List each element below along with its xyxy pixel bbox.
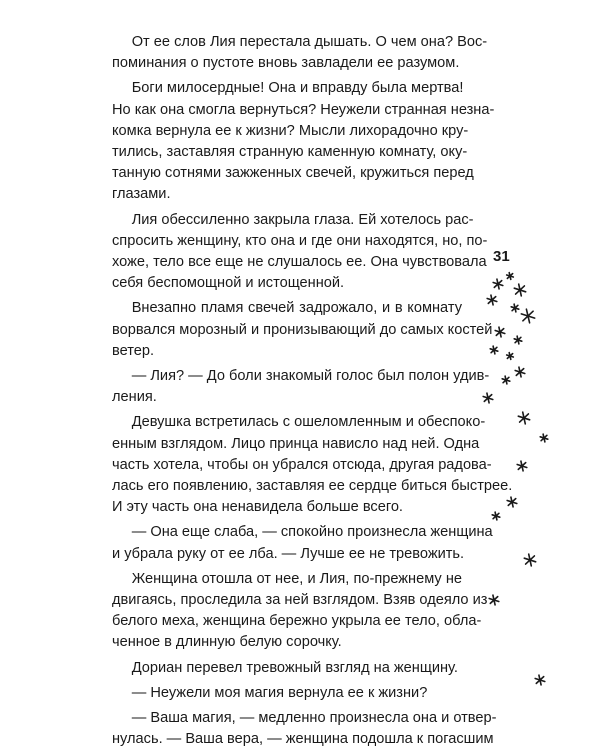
text-line: — Ваша магия, — медленно произнесла она и отвер- <box>131 710 497 727</box>
star-icon <box>490 346 498 354</box>
star-icon <box>507 353 514 360</box>
text-line: И эту часть она ненавидела больше всего. <box>112 499 403 516</box>
star-icon <box>507 273 514 280</box>
star-icon <box>515 367 525 377</box>
star-icon <box>492 512 500 520</box>
text-line: танную сотнями зажженных свечей, кружиться перед <box>112 165 474 182</box>
text-line: белого меха, женщина бережно укрыла ее тело, обла- <box>112 613 482 630</box>
star-icon <box>517 461 527 471</box>
text-line: — Она еще слаба, — спокойно произнесла женщина <box>131 524 493 541</box>
paragraph <box>112 32 488 74</box>
text-line: Девушка встретилась с ошеломленным и обеспоко- <box>131 414 486 431</box>
text-line: От ее слов Лия перестала дышать. О чем она? Вос- <box>131 34 488 50</box>
star-icon <box>495 327 505 337</box>
star-icon <box>502 376 510 384</box>
text-line: лась его появлению, заставляя ее сердце биться быстрее. <box>112 478 513 495</box>
paragraph <box>112 708 497 750</box>
star-icon <box>511 304 519 312</box>
text-line: часть хотела, чтобы он убрался отсюда, другая радова- <box>112 456 492 473</box>
paragraph <box>112 298 493 362</box>
paragraph <box>112 210 488 295</box>
star-icon <box>493 279 503 289</box>
text-line: — Неужели моя магия вернула ее к жизни? <box>131 684 428 701</box>
text-line: Женщина отошла от нее, и Лия, по-прежнему не <box>131 570 462 587</box>
text-line: Дориан перевел тревожный взгляд на женщину. <box>131 659 458 676</box>
star-icon <box>514 336 522 344</box>
paragraph <box>112 412 513 518</box>
text-line: комка вернула ее к жизни? Мысли лихорадочно кру- <box>112 122 469 139</box>
paragraph <box>112 683 462 704</box>
text-line: поминания о пустоте вновь завладели ее разумом. <box>112 55 460 72</box>
star-icon <box>518 412 529 424</box>
text-line: себя беспомощной и истощенной. <box>112 275 345 292</box>
text-line: ления. <box>112 389 157 406</box>
text-line: ветер. <box>112 342 155 359</box>
text-line: и убрала руку от ее лба. — Лучше ее не тревожить. <box>112 545 465 562</box>
star-icon <box>487 295 497 305</box>
star-icon <box>514 284 525 296</box>
page-number: 31 <box>493 248 510 265</box>
paragraph <box>112 522 493 564</box>
star-scatter-icon <box>470 270 560 710</box>
star-icon <box>507 497 517 507</box>
star-icon <box>535 675 545 685</box>
text-line: глазами. <box>112 186 171 203</box>
text-line: — Лия? — До боли знакомый голос был полон удив- <box>131 368 490 385</box>
paragraph <box>112 658 462 679</box>
text-line: Внезапно пламя свечей задрожало, и в комнату <box>131 300 462 317</box>
star-icon <box>483 393 493 403</box>
text-line: енным взглядом. Лицо принца нависло над ней. Одна <box>112 435 480 452</box>
text-line: ворвался морозный и пронизывающий до самых костей <box>112 321 493 338</box>
star-icon <box>489 595 499 605</box>
paragraph <box>112 569 488 654</box>
star-icon <box>521 309 534 323</box>
text-line: ченное в длинную белую сорочку. <box>112 634 342 651</box>
star-icon <box>540 434 548 442</box>
paragraph <box>112 78 495 205</box>
text-line: нулась. — Ваша вера, — женщина подошла к погасшим <box>112 731 494 748</box>
text-line: двигаясь, проследила за ней взглядом. Взяв одеяло из <box>112 592 488 609</box>
text-line: Лия обессиленно закрыла глаза. Ей хотелось рас- <box>131 211 474 228</box>
text-line: Боги милосердные! Она и вправду была мертва! <box>131 80 464 97</box>
text-line: спросить женщину, кто она и где они находятся, но, по- <box>112 232 488 249</box>
paragraph <box>112 366 490 408</box>
text-line: тились, заставляя странную каменную комнату, оку- <box>112 144 468 161</box>
text-line: хоже, тело все еще не слушалось ее. Она чувствовала <box>112 254 487 271</box>
text-line: Но как она смогла вернуться? Неужели странная незна- <box>112 101 495 118</box>
star-icon <box>524 554 535 566</box>
